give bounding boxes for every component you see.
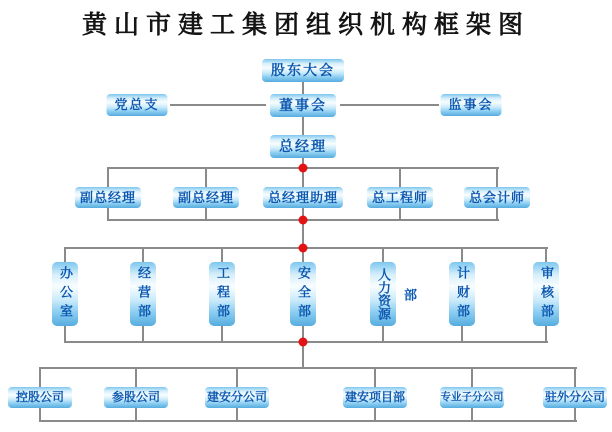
node-board-of-directors: 董事会 (270, 94, 336, 117)
node-sub-equity-company: 参股公司 (104, 387, 168, 408)
node-dept-human-resources: 人力资源部 (370, 262, 396, 326)
node-sub-jianan-project-dept: 建安项目部 (343, 387, 407, 408)
node-sub-external-branch: 驻外分公司 (543, 387, 607, 408)
node-dept-engineering: 工程部 (209, 262, 235, 326)
connector-vertical (302, 116, 304, 136)
junction-dot (299, 244, 308, 253)
node-deputy-gm-2: 副总经理 (173, 187, 239, 208)
node-deputy-gm-1: 副总经理 (75, 187, 141, 208)
connector-horizontal (39, 367, 577, 369)
node-dept-audit: 审核部 (533, 262, 559, 326)
node-dept-finance: 计财部 (449, 262, 475, 326)
connector-vertical (496, 168, 498, 188)
node-chief-accountant: 总会计师 (464, 187, 530, 208)
connector-vertical (107, 168, 109, 188)
connector-vertical (205, 168, 207, 188)
connector-horizontal (39, 420, 577, 422)
node-supervisory-board: 监事会 (440, 94, 501, 116)
connector-vertical (302, 157, 304, 188)
node-dept-safety: 安全部 (290, 262, 316, 326)
node-party-branch: 党总支 (106, 94, 167, 116)
node-dept-business: 经营部 (130, 262, 156, 326)
connector-horizontal (340, 104, 439, 106)
connector-horizontal (170, 104, 266, 106)
connector-vertical (399, 168, 401, 188)
junction-dot (299, 216, 308, 225)
node-shareholders-meeting: 股东大会 (262, 59, 344, 82)
node-general-manager: 总经理 (270, 135, 336, 158)
chart-title: 黄山市建工集团组织机构框架图 (81, 11, 530, 39)
node-gm-assistant: 总经理助理 (263, 187, 343, 208)
junction-dot (299, 338, 308, 347)
node-sub-specialty-subsidiary: 专业子分公司 (440, 387, 504, 408)
node-sub-holding-company: 控股公司 (8, 387, 72, 408)
node-dept-office: 办公室 (52, 262, 78, 326)
node-chief-engineer: 总工程师 (367, 187, 433, 208)
node-sub-jianan-branch: 建安分公司 (205, 387, 269, 408)
junction-dot (299, 164, 308, 173)
